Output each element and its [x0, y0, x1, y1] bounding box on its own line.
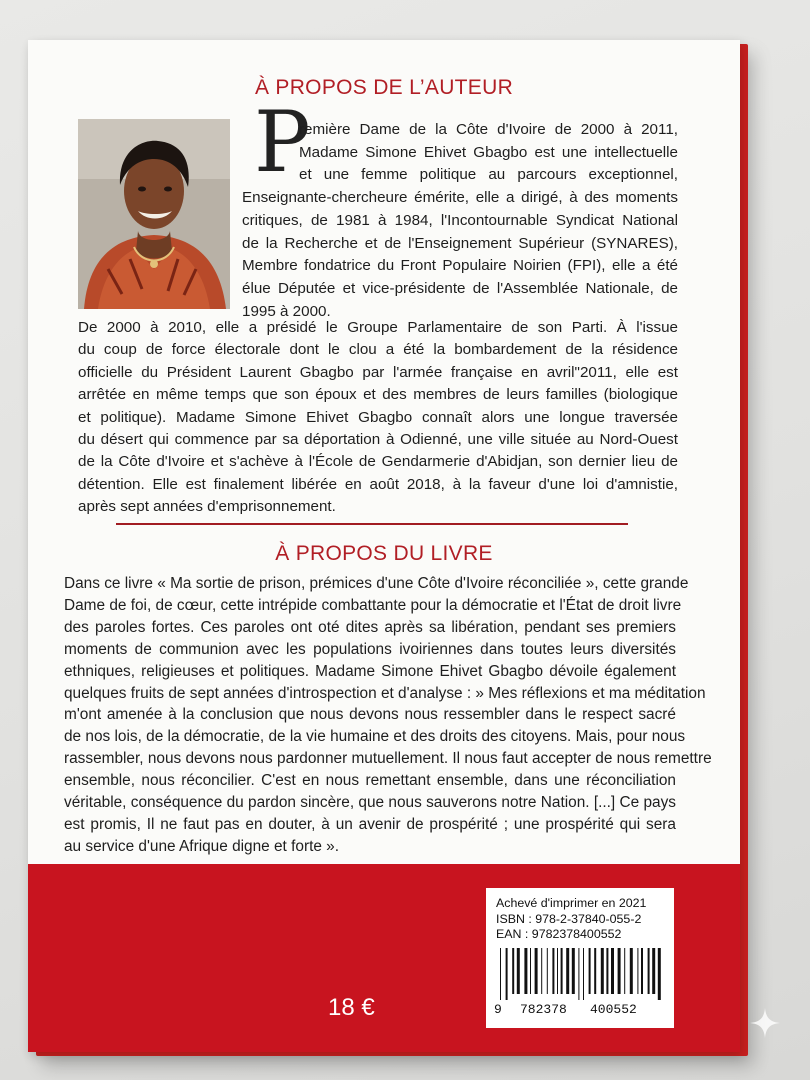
author-bio-line: détention. Elle est finalement libérée en août 2018, à la faveur d'une loi d'amnistie, [78, 475, 678, 493]
author-intro-line: élue Députée et vice-présidente de l'Assemblée Nationale, de [242, 279, 678, 297]
author-bio [78, 317, 678, 519]
ean-number: EAN : 9782378400552 [496, 927, 622, 941]
barcode-bar [572, 948, 575, 994]
barcode-bar [566, 948, 569, 994]
barcode-bar [648, 948, 650, 994]
author-intro-line: Enseignante-chercheure émérite, elle a dirigé, à des moments [242, 189, 678, 207]
barcode-bar [589, 948, 591, 994]
author-intro-line: de la Recherche et de l'Enseignement Supérieur (SYNARES), [242, 234, 678, 252]
author-intro-line: et une femme politique au parcours exceptionnel, [299, 166, 678, 184]
author-bio-line: et politique). Madame Simone Ehivet Gbagbo connaît alors une longue traversée [78, 408, 678, 426]
barcode-bar [517, 948, 520, 994]
book-description-line: au service d'une Afrique digne et forte ». [64, 837, 340, 855]
barcode-bar [524, 948, 527, 994]
barcode-bar [557, 948, 558, 994]
author-intro-line: remière Dame de la Côte d'Ivoire de 2000 à 2011, [299, 121, 678, 138]
book-description-line: ethniques, religieuses et politiques. Madame Simone Ehivet Gbagbo dévoile également [64, 662, 676, 680]
book-description-line: des paroles fortes. Ces paroles ont oté dites après sa libération, pendant ses premiers [64, 618, 676, 636]
author-intro [242, 119, 678, 323]
publication-info [496, 896, 646, 943]
barcode [500, 948, 664, 1000]
author-intro-line: Membre fondatrice du Front Populaire Noirien (FPI), elle a été [242, 257, 678, 275]
price-label: 18 € [328, 994, 375, 1021]
book-description-line: de nos lois, de la démocratie, de la vie humaine et des droits des citoyens. Mais, pour nous [64, 728, 686, 746]
author-bio-line: de la Côte d'Ivoire et s'achève à l'École de Gendarmerie d'Abidjan, son dernier lieu de [78, 453, 678, 471]
barcode-bar [658, 948, 661, 1000]
book-description-line: m'ont amenée à la conclusion que nous devons nous ressembler dans le respect sacré [64, 706, 676, 724]
barcode-bar [530, 948, 531, 994]
barcode-bar [547, 948, 548, 994]
book-description-line: moments de communion avec les populations ivoiriennes dans toutes leurs diversités [64, 640, 676, 658]
barcode-bar [630, 948, 633, 994]
book-description-line: Dans ce livre « Ma sortie de prison, prémices d'une Côte d'Ivoire réconciliée », cette grande [64, 575, 689, 592]
section-divider [116, 523, 628, 525]
author-bio-line: De 2000 à 2010, elle a présidé le Groupe Parlamentaire de son Parti. À l'issue [78, 319, 678, 336]
barcode-bar [637, 948, 638, 994]
barcode-bar [641, 948, 643, 994]
barcode-bar [500, 948, 501, 1000]
barcode-bar [512, 948, 514, 994]
author-bio-line: du coup de force électorale dont le clou a été la bombardement de la résidence [78, 341, 678, 359]
barcode-bar [601, 948, 604, 994]
barcode-digits-left: 782378 [520, 1002, 567, 1017]
book-description-line: véritable, conséquence du pardon sincère, que nous sauverons notre Nation. [...] Ce pays [64, 794, 676, 812]
barcode-bar [624, 948, 625, 994]
barcode-digit-prefix: 9 [494, 1002, 502, 1017]
barcode-bar [583, 948, 584, 1000]
barcode-label [486, 888, 674, 1028]
barcode-bar [594, 948, 596, 994]
barcode-bar [578, 948, 579, 1000]
red-footer-band [28, 864, 740, 1052]
author-section-heading: À PROPOS DE L’AUTEUR [254, 76, 514, 99]
barcode-bar [606, 948, 608, 994]
book-section-heading: À PROPOS DU LIVRE [275, 542, 493, 565]
author-bio-line: officielle du Président Laurent Gbagbo par l'armée française en avril"2011, elle est [78, 363, 678, 381]
barcode-bar [611, 948, 614, 994]
barcode-bar [506, 948, 508, 1000]
book-description-line: est promis, Il ne faut pas en douter, à un avenir de prospérité ; une prospérité qui sera [64, 815, 676, 833]
isbn-number: ISBN : 978-2-37840-055-2 [496, 911, 642, 926]
book-description-line: rassembler, nous devons nous pardonner mutuellement. Il nous faut accepter de nous remettre [64, 750, 712, 768]
author-portrait [78, 119, 230, 309]
author-bio-line: du désert qui commence par sa déportation à Odienné, une ville située au Nord-Ouest [78, 431, 678, 449]
author-intro-line: 1995 à 2000. [242, 302, 331, 320]
book-description [64, 573, 712, 858]
barcode-bar [652, 948, 655, 994]
author-bio-line: arrêtée en même temps que son époux et des membres de leurs familles (biologique [78, 386, 678, 404]
book-back-cover [28, 40, 740, 1052]
book-description-line: ensemble, nous réconcilier. C'est en nous remettant ensemble, dans une réconciliation [64, 772, 676, 790]
barcode-bar [618, 948, 621, 994]
barcode-bar [552, 948, 554, 994]
sparkle-icon [748, 1006, 782, 1040]
drop-cap: P [254, 93, 311, 191]
author-bio-line: après sept années d'emprisonnement. [78, 498, 336, 516]
book-description-line: Dame de foi, de cœur, cette intrépide combattante pour la démocratie et l'État de droit livre [64, 596, 682, 614]
author-portrait-drawing [78, 119, 230, 309]
barcode-bar [561, 948, 563, 994]
printed-date: Achevé d'imprimer en 2021 [496, 896, 647, 910]
barcode-bar [541, 948, 542, 994]
book-description-line: quelques fruits de sept années d'introspection et d'analyse : » Mes réflexions et ma méditation [64, 684, 706, 702]
author-intro-line: critiques, de 1981 à 1984, l'Incontournable Syndicat National [242, 211, 678, 229]
barcode-bar [535, 948, 538, 994]
barcode-digits-right: 400552 [590, 1002, 637, 1017]
author-intro-line: Madame Simone Ehivet Gbagbo est une intellectuelle [299, 143, 678, 161]
